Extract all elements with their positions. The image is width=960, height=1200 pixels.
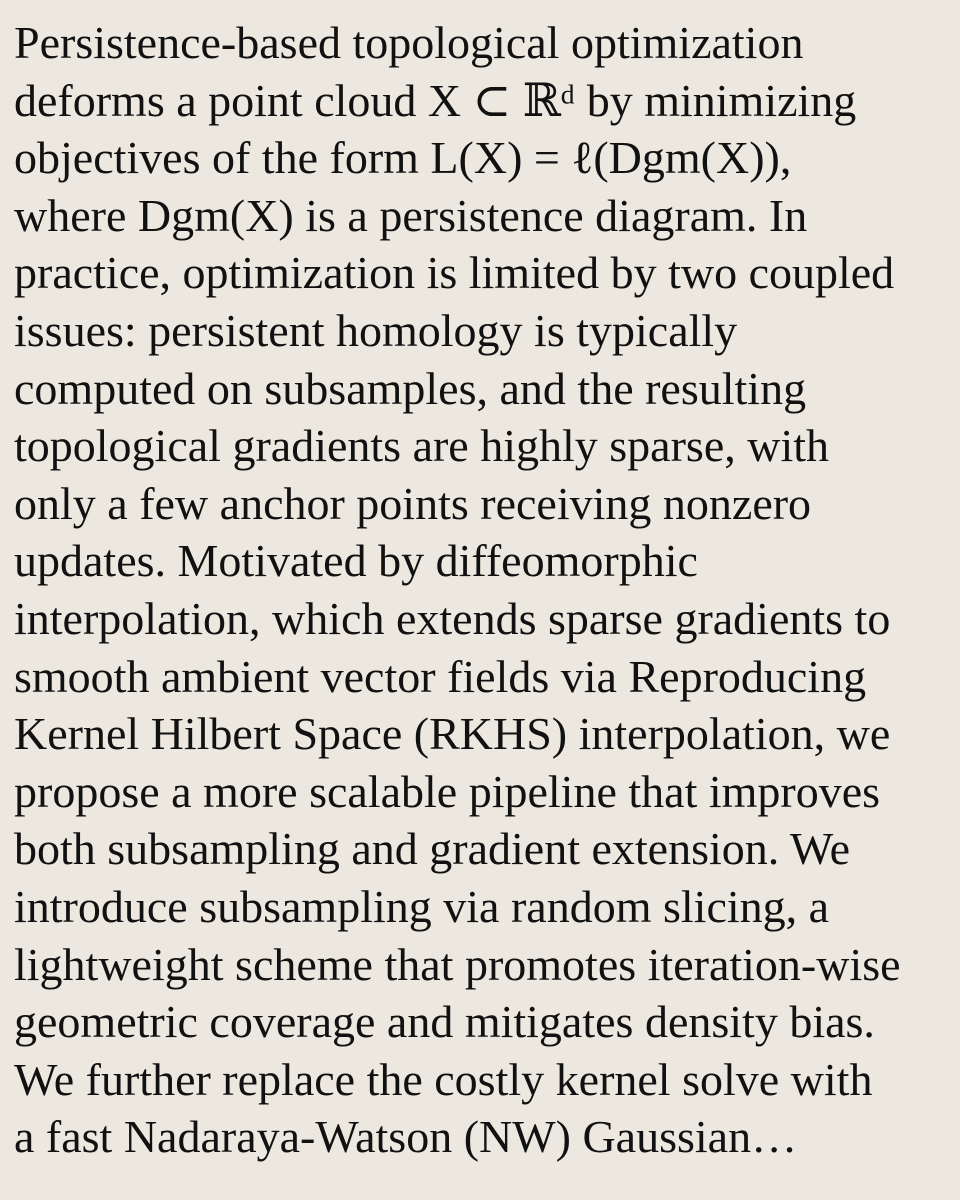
abstract-line: objectives of the form L(X) = ℓ(Dgm(X)), <box>14 132 792 184</box>
abstract-line: We further replace the costly kernel solve with <box>14 1053 873 1105</box>
abstract-line: propose a more scalable pipeline that improves <box>14 765 881 817</box>
abstract-line: a fast Nadaraya-Watson (NW) Gaussian… <box>14 1111 798 1163</box>
abstract-line: issues: persistent homology is typically <box>14 304 738 356</box>
abstract-line: practice, optimization is limited by two coupled <box>14 247 895 299</box>
abstract-line: computed on subsamples, and the resulting <box>14 362 807 414</box>
abstract-line: topological gradients are highly sparse, with <box>14 420 830 472</box>
abstract-line: only a few anchor points receiving nonzero <box>14 477 812 529</box>
abstract-line: Kernel Hilbert Space (RKHS) interpolation, we <box>14 708 891 760</box>
abstract-line: introduce subsampling via random slicing, a <box>14 880 830 932</box>
abstract-line: where Dgm(X) is a persistence diagram. In <box>14 189 808 241</box>
abstract-line: updates. Motivated by diffeomorphic <box>14 535 698 587</box>
abstract-line: Persistence-based topological optimization <box>14 17 804 68</box>
abstract-paragraph <box>14 14 944 1166</box>
abstract-line: lightweight scheme that promotes iteration-wise <box>14 938 901 990</box>
abstract-line: interpolation, which extends sparse gradients to <box>14 592 891 644</box>
abstract-line: smooth ambient vector fields via Reproducing <box>14 650 867 702</box>
abstract-line: geometric coverage and mitigates density bias. <box>14 996 875 1048</box>
abstract-line: deforms a point cloud X ⊂ ℝᵈ by minimizing <box>14 74 857 126</box>
abstract-line: both subsampling and gradient extension. We <box>14 823 851 875</box>
